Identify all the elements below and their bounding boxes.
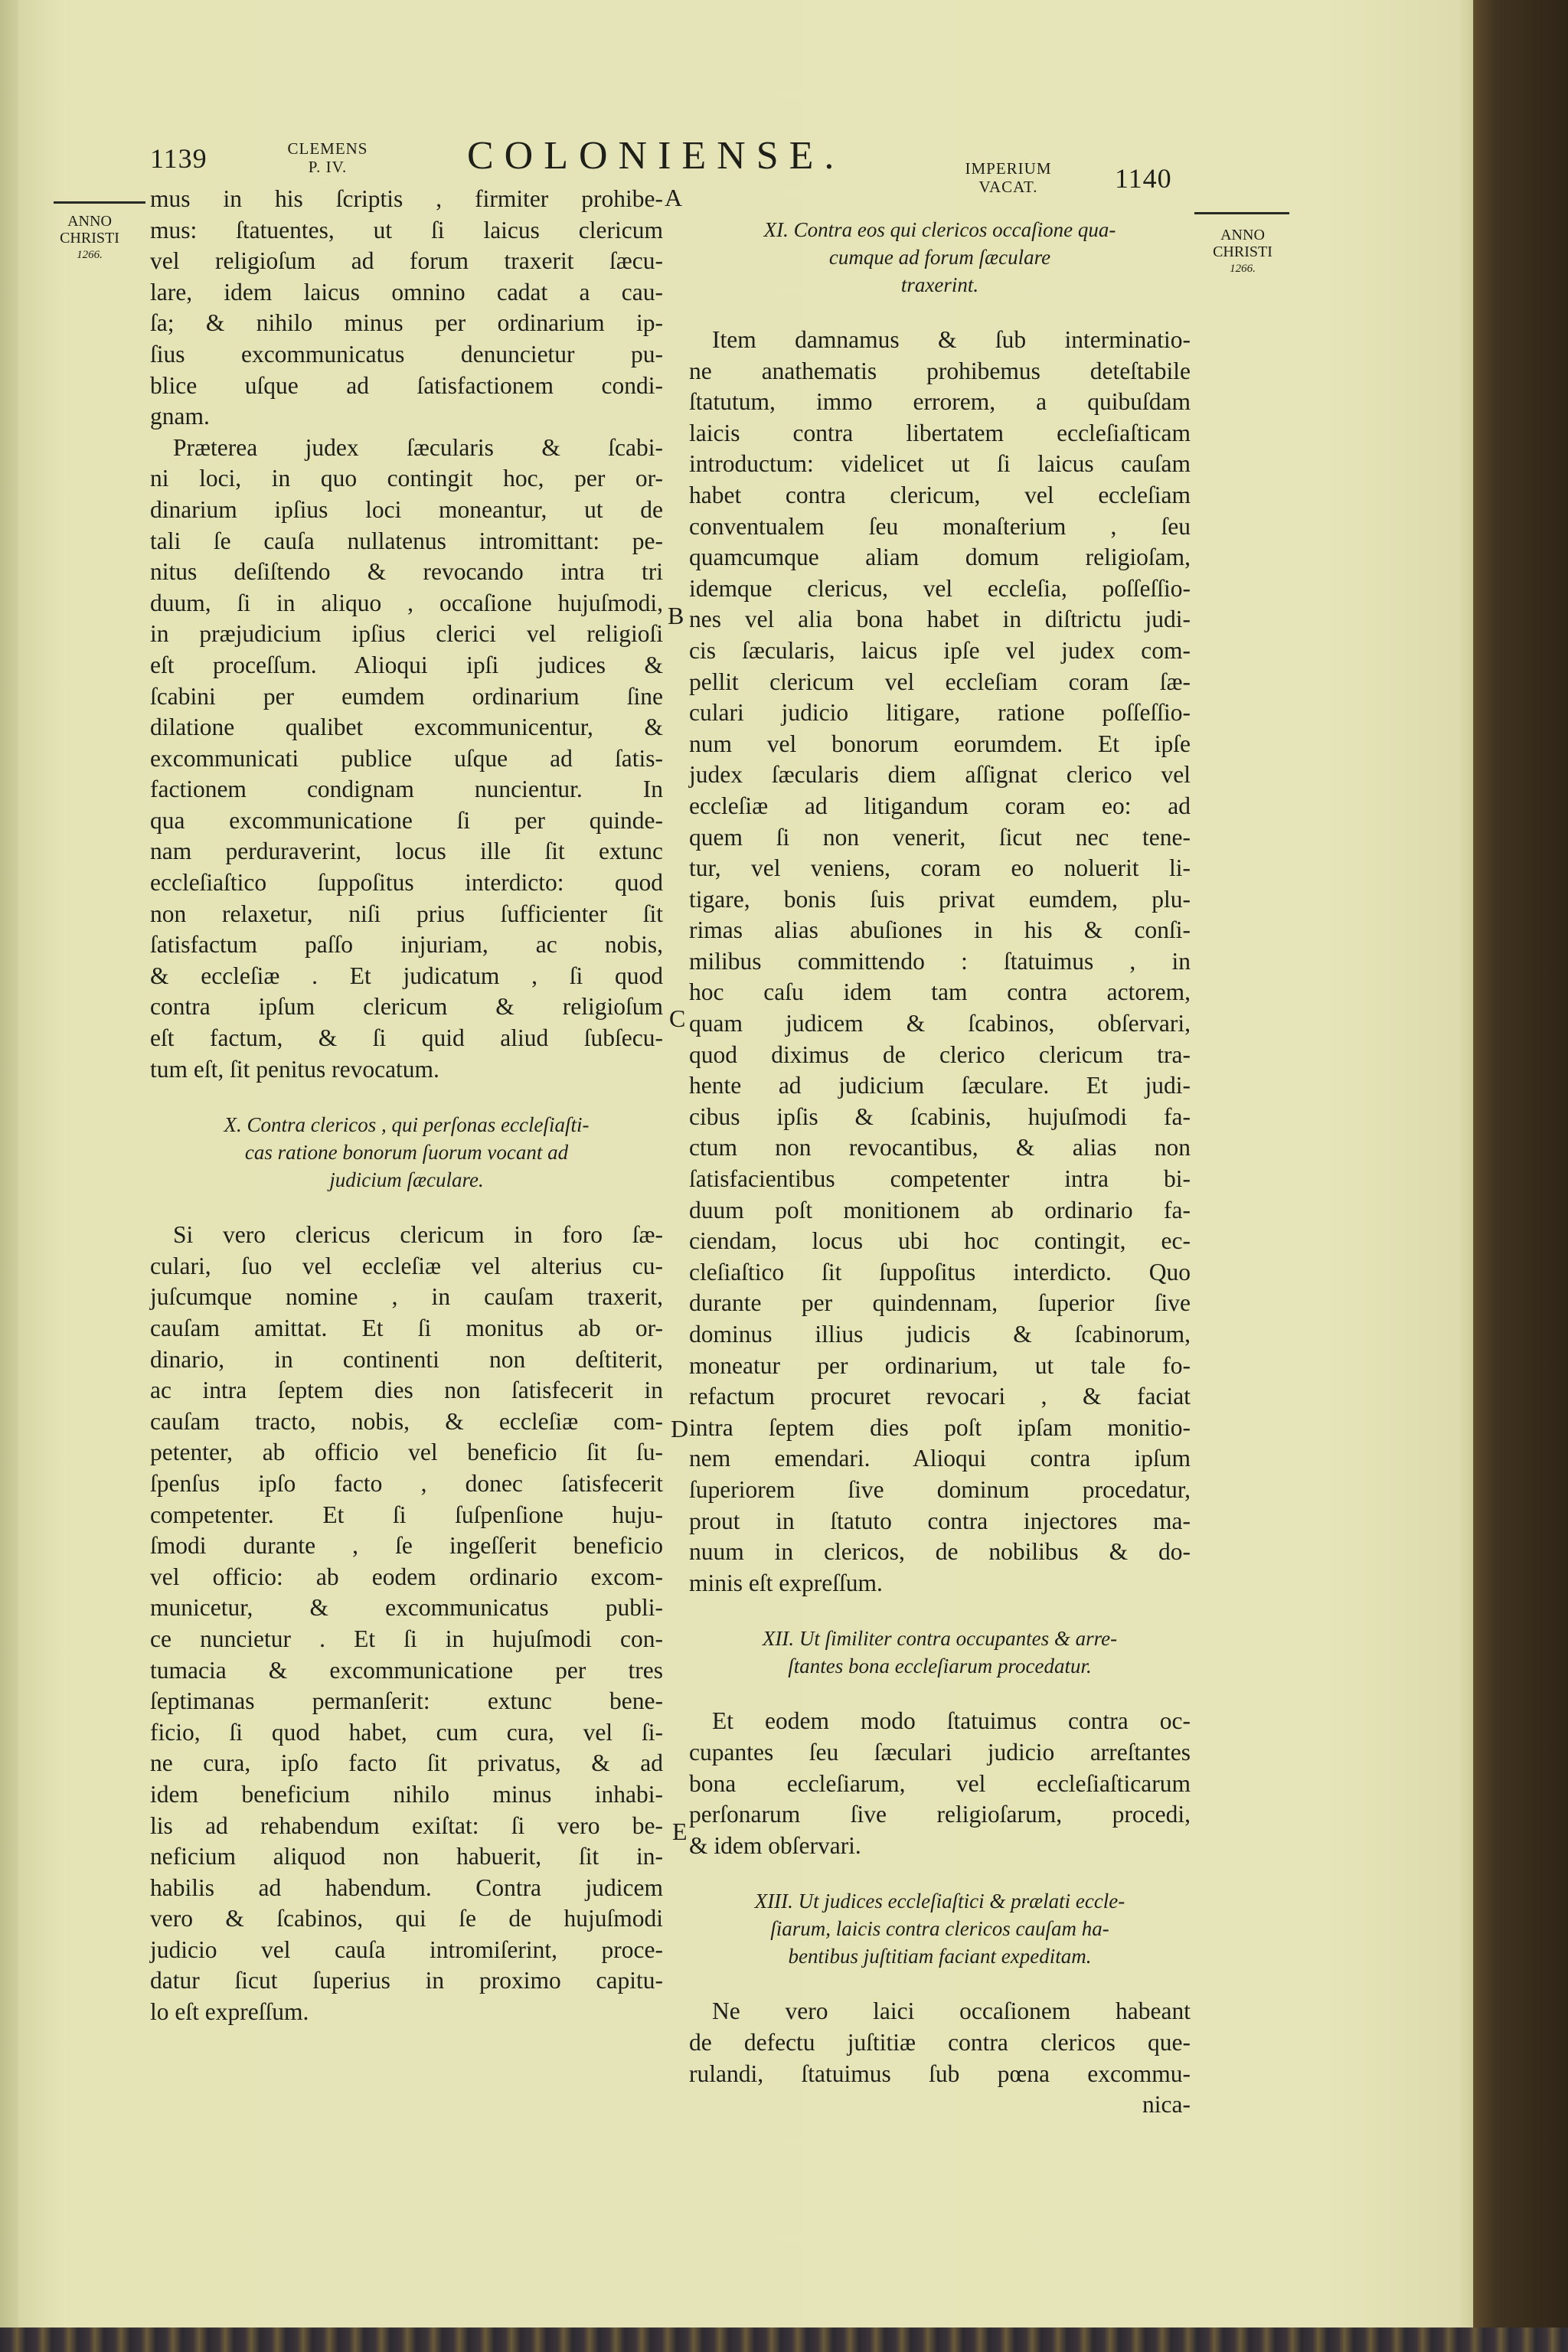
text-line: ficio, ſi quod habet, cum cura, vel ſi-	[150, 1718, 663, 1746]
heading-spacing	[689, 1680, 1191, 1706]
margin-note-line: ANNO	[1220, 227, 1265, 243]
right-margin-note	[1211, 227, 1274, 277]
text-line: eccleſiæ ad litigandum coram eo: ad	[689, 792, 1191, 819]
text-line: in præjudicium ipſius clerici vel religioſi	[150, 620, 663, 648]
left-text-column	[150, 184, 663, 2028]
text-line: idem beneficium nihilo minus inhabi-	[150, 1780, 663, 1808]
section-marker-a: A	[665, 184, 683, 211]
text-line: quamcumque aliam domum religioſam,	[689, 544, 1191, 571]
text-line: eſt proceſſum. Alioqui ipſi judices &	[150, 651, 663, 678]
text-line: cibus ipſis & ſcabinis, hujuſmodi fa-	[689, 1102, 1191, 1130]
heading-spacing	[689, 1970, 1191, 1996]
text-line: ni loci, in quo contingit hoc, per or-	[150, 465, 663, 492]
text-line: cis ſæcularis, laicus ipſe vel judex com-	[689, 636, 1191, 664]
right-text-column	[689, 216, 1191, 2121]
section-heading	[689, 216, 1191, 299]
text-line: refactum procuret revocari , & faciat	[689, 1383, 1191, 1410]
text-line: & idem obſervari.	[689, 1831, 861, 1859]
text-line: qua excommunicatione ſi per quinde-	[150, 806, 663, 834]
text-line: conventualem ſeu monaſterium , ſeu	[689, 512, 1191, 540]
text-line: intra ſeptem dies poſt ipſam monitio-	[689, 1413, 1191, 1441]
text-line: ne cura, ipſo facto ſit privatus, & ad	[150, 1749, 663, 1777]
text-line: Item damnamus & ſub interminatio-	[712, 326, 1191, 353]
text-line: vero & ſcabinos, qui ſe de hujuſmodi	[150, 1905, 663, 1932]
text-line: eſt factum, & ſi quid aliud ſubſecu-	[150, 1024, 663, 1052]
margin-note-year: 1266.	[1230, 263, 1256, 275]
margin-note-year: 1266.	[77, 249, 103, 261]
text-line: minis eſt expreſſum.	[689, 1569, 883, 1596]
right-margin-rule	[1194, 212, 1289, 214]
text-line: nem emendari. Alioqui contra ipſum	[689, 1445, 1191, 1472]
text-line: idemque clericus, vel eccleſia, poſſeſſio-	[689, 574, 1191, 602]
left-page-number: 1139	[150, 143, 207, 174]
text-line: juſcumque nomine , in cauſam traxerit,	[150, 1283, 663, 1311]
section-heading-line: XIII. Ut judices eccleſiaſtici & prælati eccle-	[754, 1890, 1125, 1913]
text-line: ſius excommunicatus denuncietur pu-	[150, 340, 663, 368]
text-line: lo eſt expreſſum.	[150, 1998, 309, 2026]
text-line: municetur, & excommunicatus publi-	[150, 1594, 663, 1622]
section-heading-line: cas ratione bonorum ſuorum vocant ad	[244, 1141, 569, 1165]
right-running-head	[943, 159, 1073, 196]
section-heading-line: ſtantes bona eccleſiarum procedatur.	[788, 1655, 1092, 1678]
text-line: non relaxetur, niſi prius ſufficienter ſit	[150, 900, 663, 927]
margin-note-line: CHRISTI	[60, 230, 119, 247]
text-line: durante per quindennam, ſuperior ſive	[689, 1289, 1191, 1317]
heading-spacing	[689, 1599, 1191, 1625]
page-title: COLONIENSE.	[467, 134, 845, 178]
text-line: excommunicati publice uſque ad ſatis-	[150, 744, 663, 772]
text-line: cleſiaſtico ſit ſuppoſitus interdicto. Quo	[689, 1258, 1191, 1285]
text-line: num vel bonorum eorumdem. Et ipſe	[689, 730, 1191, 757]
text-line: Si vero clericus clericum in foro ſæ-	[173, 1221, 663, 1249]
margin-note-line: CHRISTI	[1213, 243, 1272, 260]
text-line: ſeptimanas permanſerit: extunc bene-	[150, 1687, 663, 1715]
section-heading-line: ſiarum, laicis contra clericos cauſam ha-	[770, 1917, 1109, 1941]
text-line: habilis ad habendum. Contra judicem	[150, 1873, 663, 1901]
text-line: bona eccleſiarum, vel eccleſiaſticarum	[689, 1769, 1191, 1797]
text-line: duum, ſi in aliquo , occaſione hujuſmodi,	[150, 589, 663, 616]
text-line: eccleſiaſtico ſuppoſitus interdicto: quod	[150, 869, 663, 897]
text-line: hoc caſu idem tam contra actorem,	[689, 978, 1191, 1006]
text-line: datur ſicut ſuperius in proximo capitu-	[150, 1967, 663, 1994]
left-running-head-line: P. IV.	[308, 158, 348, 176]
text-line: de defectu juſtitiæ contra clericos que-	[689, 2028, 1191, 2056]
section-marker-d: D	[671, 1415, 689, 1442]
text-line: ſmodi durante , ſe ingeſſerit beneficio	[150, 1532, 663, 1560]
text-line: vel officio: ab eodem ordinario excom-	[150, 1563, 663, 1590]
left-running-head	[270, 139, 385, 176]
text-line: judicio vel cauſa intromiſerint, proce-	[150, 1936, 663, 1963]
text-line: quem ſi non venerit, ſicut nec tene-	[689, 823, 1191, 851]
text-line: quod diximus de clerico clericum tra-	[689, 1040, 1191, 1068]
text-line: ſa; & nihilo minus per ordinarium ip-	[150, 309, 663, 337]
text-line: Et eodem modo ſtatuimus contra oc-	[712, 1707, 1191, 1735]
text-line: ſpenſus ipſo facto , donec ſatisfecerit	[150, 1469, 663, 1497]
text-line: tur, vel veniens, coram eo noluerit li-	[689, 854, 1191, 882]
text-line: pellit clericum vel eccleſiam coram ſæ-	[689, 668, 1191, 695]
section-heading-line: bentibus juſtitiam faciant expeditam.	[788, 1945, 1092, 1968]
text-line: milibus committendo : ſtatuimus , in	[689, 947, 1191, 975]
section-heading	[150, 1111, 663, 1194]
text-line: prout in ſtatuto contra injectores ma-	[689, 1507, 1191, 1534]
text-line: vel religioſum ad forum traxerit ſæcu-	[150, 247, 663, 275]
text-line: ac intra ſeptem dies non ſatisfecerit in	[150, 1377, 663, 1404]
text-line: lis ad rehabendum exiſtat: ſi vero be-	[150, 1811, 663, 1839]
book-edge	[1474, 0, 1568, 2328]
text-line: habet contra clericum, vel eccleſiam	[689, 481, 1191, 508]
text-line: & eccleſiæ . Et judicatum , ſi quod	[150, 962, 663, 989]
text-line: duum poſt monitionem ab ordinario fa-	[689, 1196, 1191, 1223]
section-heading-line: traxerint.	[900, 273, 979, 296]
text-line: nica-	[1142, 2091, 1191, 2118]
section-heading-line: judicium ſæculare.	[329, 1168, 484, 1192]
right-page-number: 1140	[1115, 163, 1172, 194]
section-heading-line: XI. Contra eos qui clericos occaſione qua-	[763, 218, 1116, 241]
text-line: judex ſæcularis diem aſſignat clerico vel	[689, 761, 1191, 789]
text-line: tali ſe cauſa nullatenus intromittant: pe-	[150, 527, 663, 554]
text-line: Ne vero laici occaſionem habeant	[712, 1998, 1191, 2025]
text-line: tigare, bonis ſuis privat eumdem, plu-	[689, 885, 1191, 913]
section-heading	[689, 1887, 1191, 1970]
section-heading	[689, 1625, 1191, 1680]
heading-spacing	[150, 1194, 663, 1220]
text-line: Præterea judex ſæcularis & ſcabi-	[173, 433, 663, 461]
text-line: rimas alias abuſiones in his & conſi-	[689, 916, 1191, 944]
text-line: quam judicem & ſcabinos, obſervari,	[689, 1010, 1191, 1037]
section-heading-line: X. Contra clericos , qui perſonas eccleſiaſti-	[224, 1113, 590, 1137]
text-line: ce nuncietur . Et ſi in hujuſmodi con-	[150, 1625, 663, 1652]
text-line: moneatur per ordinarium, ut tale fo-	[689, 1351, 1191, 1379]
text-line: laicis contra libertatem eccleſiaſticam	[689, 419, 1191, 446]
left-margin-rule	[54, 201, 145, 204]
text-line: cauſam tracto, nobis, & eccleſiæ com-	[150, 1407, 663, 1435]
text-line: cupantes ſeu ſæculari judicio arreſtantes	[689, 1738, 1191, 1766]
right-running-head-line: IMPERIUM	[965, 159, 1052, 178]
text-line: contra ipſum clericum & religioſum	[150, 993, 663, 1021]
text-line: ne anathematis prohibemus deteſtabile	[689, 357, 1191, 384]
text-line: dinario, in continenti non deſtiterit,	[150, 1345, 663, 1373]
heading-spacing	[689, 299, 1191, 325]
text-line: introductum: videlicet ut ſi laicus cauſam	[689, 450, 1191, 478]
left-margin-note	[58, 213, 121, 263]
text-line: lare, idem laicus omnino cadat a cau-	[150, 278, 663, 305]
text-line: cauſam amittat. Et ſi monitus ab or-	[150, 1315, 663, 1341]
text-line: blice uſque ad ſatisfactionem condi-	[150, 371, 663, 399]
text-line: ſatisfactum paſſo injuriam, ac nobis,	[150, 931, 663, 959]
text-line: dominus illius judicis & ſcabinorum,	[689, 1321, 1191, 1348]
text-line: culari, ſuo vel eccleſiæ vel alterius cu-	[150, 1252, 663, 1279]
text-line: rulandi, ſtatuimus ſub pœna excommu-	[689, 2060, 1191, 2087]
text-line: ciendam, locus ubi hoc contingit, ec-	[689, 1227, 1191, 1255]
text-line: competenter. Et ſi ſuſpenſione huju-	[150, 1501, 663, 1528]
text-line: factionem condignam nuncientur. In	[150, 776, 663, 803]
text-line: dilatione qualibet excommunicentur, &	[150, 714, 663, 741]
text-line: tum eſt, ſit penitus revocatum.	[150, 1055, 439, 1083]
text-line: culari judicio litigare, ratione poſſeſſio-	[689, 699, 1191, 727]
text-line: dinarium ipſius loci moneantur, ut de	[150, 495, 663, 523]
text-line: ſuperiorem ſive dominum procedatur,	[689, 1475, 1191, 1503]
text-line: mus: ſtatuentes, ut ſi laicus clericum	[150, 216, 663, 243]
text-line: nuum in clericos, de nobilibus & do-	[689, 1538, 1191, 1566]
text-line: nes vel alia bona habet in diſtrictu judi-	[689, 606, 1191, 633]
text-line: ſatisfacientibus competenter intra bi-	[689, 1165, 1191, 1193]
text-line: ſcabini per eumdem ordinarium ſine	[150, 682, 663, 710]
section-marker-e: E	[672, 1818, 688, 1845]
left-running-head-line: CLEMENS	[287, 139, 368, 158]
section-marker-c: C	[669, 1004, 686, 1032]
text-line: tumacia & excommunicatione per tres	[150, 1656, 663, 1684]
text-line: hente ad judicium ſæculare. Et judi-	[689, 1072, 1191, 1099]
text-line: nitus deſiſtendo & revocando intra tri	[150, 558, 663, 586]
section-heading-line: XII. Ut ſimiliter contra occupantes & arre-	[762, 1627, 1118, 1651]
heading-spacing	[150, 1085, 663, 1111]
text-line: petenter, ab officio vel beneficio ſit ſu-	[150, 1439, 663, 1466]
heading-spacing	[689, 1861, 1191, 1887]
bottom-edge	[0, 2328, 1568, 2352]
right-running-head-line: VACAT.	[978, 178, 1038, 196]
text-line: nam perduraverint, locus ille ſit extunc	[150, 838, 663, 865]
section-heading-line: cumque ad forum ſæculare	[828, 246, 1051, 269]
text-line: ctum non revocantibus, & alias non	[689, 1134, 1191, 1161]
text-line: neficium aliquod non habuerit, ſit in-	[150, 1843, 663, 1870]
text-line: ſtatutum, immo errorem, a quibuſdam	[689, 388, 1191, 416]
text-line: mus in his ſcriptis , firmiter prohibe-	[150, 185, 663, 212]
text-line: perſonarum ſive religioſarum, procedi,	[689, 1801, 1191, 1828]
text-line: gnam.	[150, 403, 210, 430]
section-marker-b: B	[668, 602, 684, 629]
margin-note-line: ANNO	[67, 213, 112, 230]
